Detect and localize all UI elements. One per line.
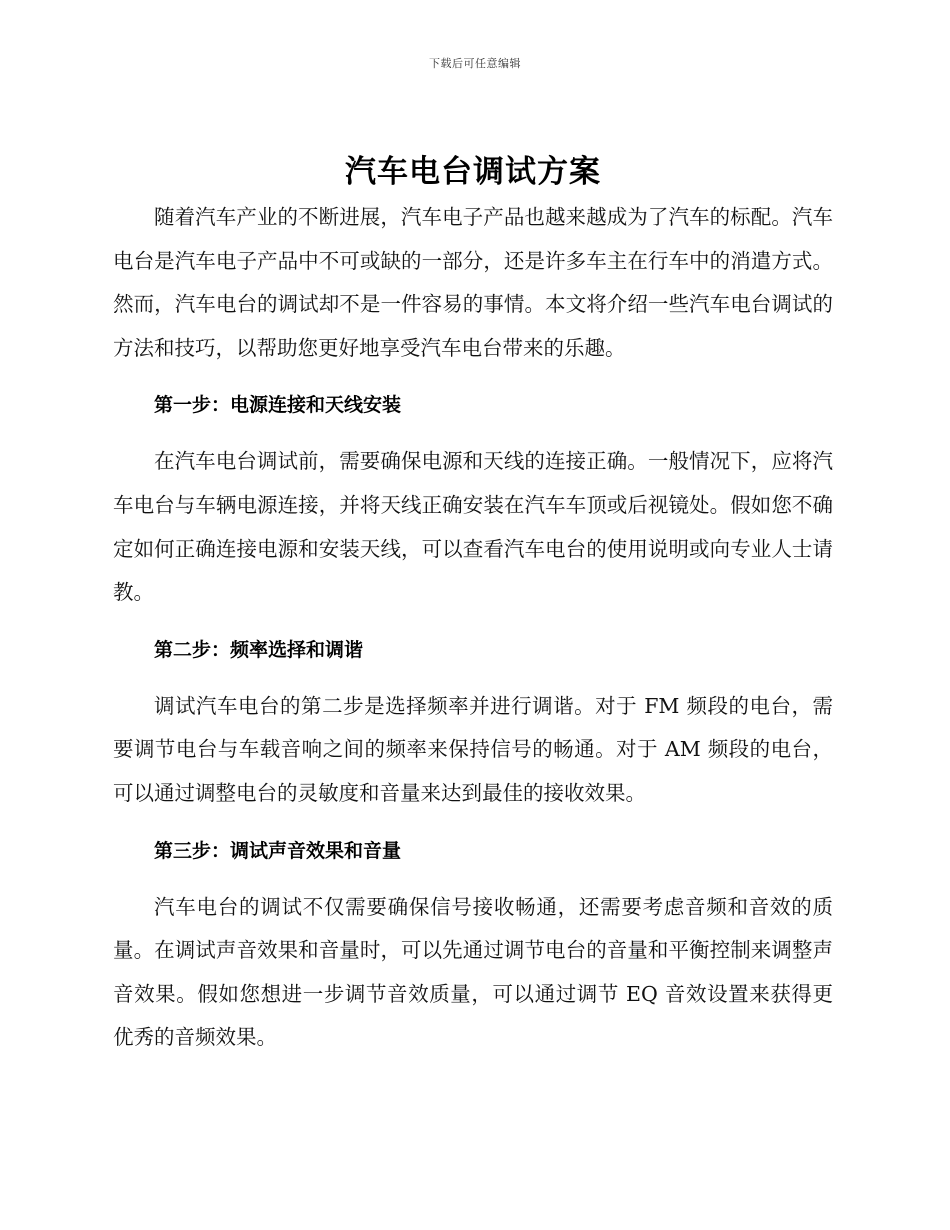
section-body-1: 在汽车电台调试前，需要确保电源和天线的连接正确。一般情况下，应将汽车电台与车辆电源连接，并将天线正确安装在汽车车顶或后视镜处。假如您不确定如何正确连接电源和安装天线，可以查看汽车电台的使用说明或向专业人士请教。: [113, 449, 833, 605]
section-body-3: 汽车电台的调试不仅需要确保信号接收畅通，还需要考虑音频和音效的质量。在调试声音效果和音量时，可以先通过调节电台的音量和平衡控制来调整声音效果。假如您想进一步调节音效质量，可以通过调节 EQ 音效设置来获得更优秀的音频效果。: [113, 894, 833, 1050]
section-body-2: 调试汽车电台的第二步是选择频率并进行调谐。对于 FM 频段的电台，需要调节电台与车载音响之间的频率来保持信号的畅通。对于 AM 频段的电台，可以通过调整电台的灵敏度和音量来达到最佳的接收效果。: [113, 693, 833, 805]
section-heading-1: 第一步：电源连接和天线安装: [154, 394, 402, 417]
document-title: 汽车电台调试方案: [345, 154, 601, 190]
page-header: 下载后可任意编辑: [429, 57, 521, 70]
section-heading-2: 第二步：频率选择和调谐: [154, 638, 364, 661]
intro-paragraph: 随着汽车产业的不断进展，汽车电子产品也越来越成为了汽车的标配。汽车电台是汽车电子产品中不可或缺的一部分，还是许多车主在行车中的消遣方式。然而，汽车电台的调试却不是一件容易的事情。本文将介绍一些汽车电台调试的方法和技巧，以帮助您更好地享受汽车电台带来的乐趣。: [113, 205, 833, 360]
document-body: [113, 148, 833, 1060]
section-heading-3: 第三步：调试声音效果和音量: [154, 839, 402, 862]
